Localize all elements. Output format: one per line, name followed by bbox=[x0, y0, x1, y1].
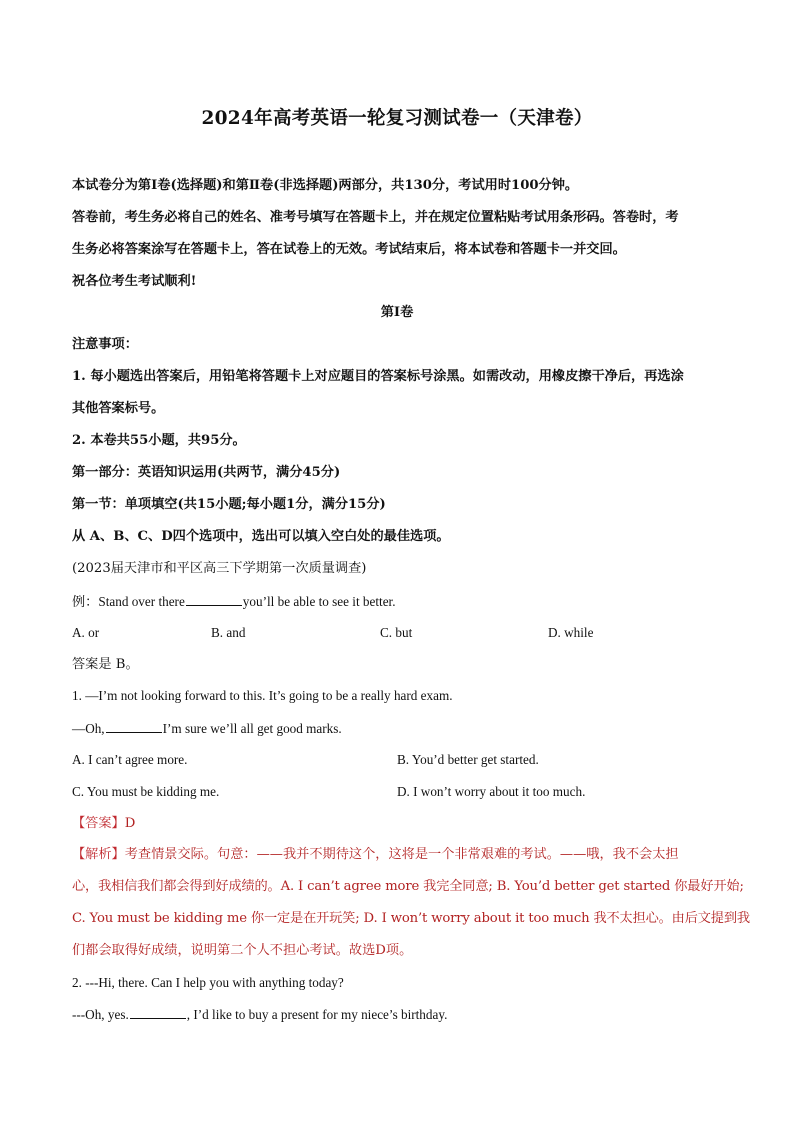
intro-line-3: 生务必将答案涂写在答题卡上，答在试卷上的无效。考试结束后，将本试卷和答题卡一并交回。 bbox=[72, 242, 626, 257]
analysis-tag: 【解析】 bbox=[72, 847, 125, 862]
intro-line-2: 答卷前，考生务必将自己的姓名、准考号填写在答题卡上，并在规定位置粘贴考试用条形码。答卷时，考 bbox=[72, 210, 679, 225]
q1-analysis-1 bbox=[72, 846, 728, 864]
answer-tag: 【答案】 bbox=[72, 816, 125, 831]
q1-answer: D bbox=[124, 816, 136, 831]
example-option-b: B. and bbox=[211, 625, 246, 640]
example-option-c: C. but bbox=[380, 625, 413, 640]
q2-reply-prefix: ---Oh, yes. bbox=[72, 1007, 129, 1022]
example-option-d: D. while bbox=[548, 625, 594, 640]
q2-stem: 2. ---Hi, there. Can I help you with anything today? bbox=[72, 975, 344, 990]
example-answer: 答案是 B。 bbox=[72, 657, 139, 672]
volume-heading: 第Ⅰ卷 bbox=[380, 305, 414, 320]
instruction: 从 A、B、C、D四个选项中，选出可以填入空白处的最佳选项。 bbox=[72, 529, 450, 544]
example-prefix: 例：Stand over there bbox=[72, 594, 185, 609]
notes-item-2: 2. 本卷共55小题，共95分。 bbox=[72, 433, 246, 448]
q1-analysis-2: 心，我相信我们都会得到好成绩的。A. I can’t agree more 我完全同意; B. You’d better get started 你最好开始; bbox=[72, 879, 744, 894]
q2-reply-suffix: , I’d like to buy a present for my niece’s birthday. bbox=[186, 1007, 448, 1022]
q2-reply bbox=[72, 1005, 728, 1024]
q1-reply bbox=[72, 719, 728, 738]
blank-line bbox=[130, 1005, 186, 1019]
notes-item-1b: 其他答案标号。 bbox=[72, 401, 165, 416]
q1-reply-prefix: —Oh, bbox=[72, 721, 105, 736]
intro-line-1: 本试卷分为第Ⅰ卷(选择题)和第Ⅱ卷(非选择题)两部分，共130分，考试用时100分钟。 bbox=[72, 178, 579, 193]
q1-reply-suffix: I’m sure we’ll all get good marks. bbox=[162, 721, 342, 736]
example-line bbox=[72, 592, 728, 611]
q1-analysis-text-1: 考查情景交际。句意：——我并不期待这个，这将是一个非常艰难的考试。——哦，我不会太担 bbox=[124, 847, 679, 862]
part-heading: 第一部分：英语知识运用(共两节，满分45分) bbox=[72, 465, 341, 480]
q1-analysis-3: C. You must be kidding me 你一定是在开玩笑; D. I won’t worry about it too much 我不太担心。由后文提到我 bbox=[72, 911, 750, 926]
q1-option-c: C. You must be kidding me. bbox=[72, 784, 220, 799]
notes-heading: 注意事项： bbox=[72, 337, 138, 352]
q1-analysis-4: 们都会取得好成绩，说明第二个人不担心考试。故选D项。 bbox=[72, 943, 413, 958]
source-note: (2023届天津市和平区高三下学期第一次质量调查) bbox=[72, 561, 367, 576]
q1-option-a: A. I can’t agree more. bbox=[72, 752, 188, 767]
notes-item-1a: 1. 每小题选出答案后，用铅笔将答题卡上对应题目的答案标号涂黑。如需改动，用橡皮擦干净后，再选涂 bbox=[72, 369, 684, 384]
q1-answer-line bbox=[72, 815, 728, 833]
q1-stem: 1. —I’m not looking forward to this. It’s going to be a really hard exam. bbox=[72, 688, 453, 703]
page-title: 2024年高考英语一轮复习测试卷一（天津卷） bbox=[201, 108, 593, 129]
q1-option-b: B. You’d better get started. bbox=[397, 752, 539, 767]
section-heading: 第一节：单项填空(共15小题;每小题1分，满分15分) bbox=[72, 497, 386, 512]
intro-line-4: 祝各位考生考试顺利! bbox=[72, 274, 197, 289]
example-option-a: A. or bbox=[72, 625, 100, 640]
blank-line bbox=[186, 592, 242, 606]
example-suffix: you’ll be able to see it better. bbox=[242, 594, 396, 609]
blank-line bbox=[106, 719, 162, 733]
q1-option-d: D. I won’t worry about it too much. bbox=[397, 784, 586, 799]
